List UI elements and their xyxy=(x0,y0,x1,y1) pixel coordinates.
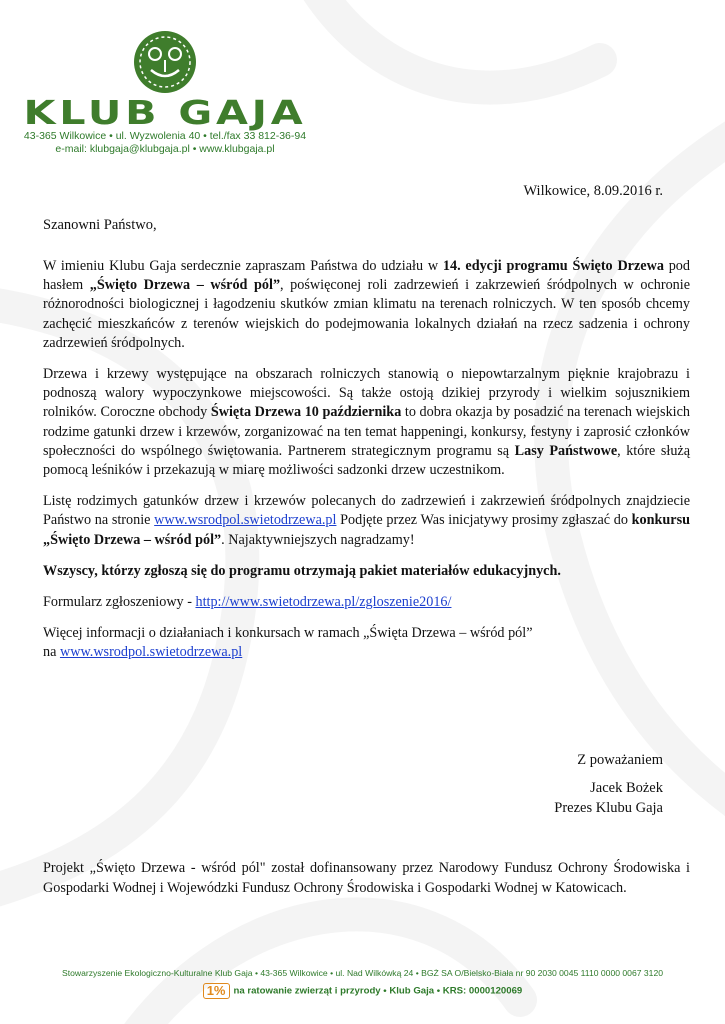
signer-title: Prezes Klubu Gaja xyxy=(554,800,663,816)
salutation: Szanowni Państwo, xyxy=(43,217,157,233)
klub-gaja-emblem-icon xyxy=(133,30,197,94)
program-motto: „Święto Drzewa – wśród pól” xyxy=(89,277,281,294)
letter-body xyxy=(43,257,690,675)
partner-name: Lasy Państwowe xyxy=(514,442,618,459)
paragraph-trees xyxy=(43,365,690,480)
closing: Z poważaniem xyxy=(577,752,663,768)
letter-date: Wilkowice, 8.09.2016 r. xyxy=(523,183,663,199)
paragraph-form xyxy=(43,593,690,612)
paragraph-text: to dobra okazja by posadzić na terenach wiejskich rodzime gatunki drzew i krzewów, zorganizować na ten temat happeningi, konkursy, festyny i zaprosić członków społeczności do wspólnego świętowania. Partnerem strategicznym programu są xyxy=(43,404,690,459)
paragraph-text: . Najaktywniejszych nagradzamy! xyxy=(221,531,415,548)
paragraph-text: Drzewa i krzewy występujące na obszarach rolniczych stanowią o niepowtarzalnym pięknie krajobrazu i podnoszą walory wypoczynkowe miejscowości. Są także ostoją dzikiej przyrody i wielkim sojusznikiem rolników. Coroczne obchody xyxy=(43,366,690,421)
paragraph-text: Więcej informacji o działaniach i konkursach w ramach „Święta Drzewa – wśród pól” xyxy=(43,625,533,642)
header-contact: e-mail: klubgaja@klubgaja.pl • www.klubgaja.pl xyxy=(55,143,275,155)
paragraph-text: na xyxy=(43,644,60,661)
paragraph-materials xyxy=(43,562,690,581)
footer-donation-text: na ratowanie zwierząt i przyrody • Klub Gaja • KRS: 0000120069 xyxy=(233,985,523,997)
contest-name: konkursu „Święto Drzewa – wśród pól” xyxy=(43,512,691,548)
signer-name: Jacek Bożek xyxy=(590,780,663,796)
one-percent-badge: 1% xyxy=(203,983,230,999)
paragraph-invitation xyxy=(43,257,690,353)
signature-block xyxy=(554,750,663,818)
paragraph-more-info xyxy=(43,624,690,662)
form-link[interactable]: http://www.swietodrzewa.pl/zgloszenie2016/ xyxy=(195,594,452,611)
letterhead xyxy=(0,30,330,156)
header-address: 43-365 Wilkowice • ul. Wyzwolenia 40 • tel./fax 33 812-36-94 xyxy=(23,130,307,142)
paragraph-text: Podjęte przez Was inicjatywy prosimy zgłaszać do xyxy=(336,512,632,529)
info-link[interactable]: www.wsrodpol.swietodrzewa.pl xyxy=(59,644,243,661)
website-link[interactable]: www.wsrodpol.swietodrzewa.pl xyxy=(154,512,337,529)
paragraph-text: Listę rodzimych gatunków drzew i krzewów polecanych do zadrzewień i zakrzewień śródpolnych znajdziecie Państwo na stronie xyxy=(43,493,690,529)
paragraph-text: pod hasłem xyxy=(43,258,690,294)
materials-note: Wszyscy, którzy zgłoszą się do programu otrzymają pakiet materiałów edukacyjnych. xyxy=(43,562,561,579)
paragraph-text: Formularz zgłoszeniowy - xyxy=(43,594,196,611)
paragraph-species xyxy=(43,492,690,550)
footer-donation xyxy=(0,983,725,999)
paragraph-text: W imieniu Klubu Gaja serdecznie zapraszam Państwa do udziału w xyxy=(43,258,443,274)
event-date: Święta Drzewa 10 października xyxy=(210,404,402,421)
footer-organization: Stowarzyszenie Ekologiczno-Kulturalne Klub Gaja • 43-365 Wilkowice • ul. Nad Wilkówką 24 • BGŻ SA O/Bielsko-Biała nr 90 2030 0045 1110 0000 0067 3120 xyxy=(61,968,664,978)
funding-note: Projekt „Święto Drzewa - wśród pól" został dofinansowany przez Narodowy Fundusz Ochrony Środowiska i Gospodarki Wodnej i Wojewódzki Fundusz Ochrony Środowiska i Gospodarki Wodnej w Katowicach. xyxy=(43,860,690,896)
paragraph-text: , które służą pomocą leśników i przekazują w miarę możliwości sadzonki drzew uczestnikom. xyxy=(43,442,691,479)
program-name: 14. edycji programu Święto Drzewa xyxy=(442,258,664,274)
logo-wordmark: KLUB GAJA xyxy=(23,93,307,132)
paragraph-text: , poświęconej roli zadrzewień i zakrzewień śródpolnych w ochronie różnorodności biologicznej i łagodzeniu skutków zmian klimatu na terenach rolniczych. W ten sposób chcemy zachęcić mieszkańców z terenów wiejskich do podejmowania lokalnych działań na rzecz sadzenia i ochrony zadrzewień śródpolnych. xyxy=(43,277,690,351)
